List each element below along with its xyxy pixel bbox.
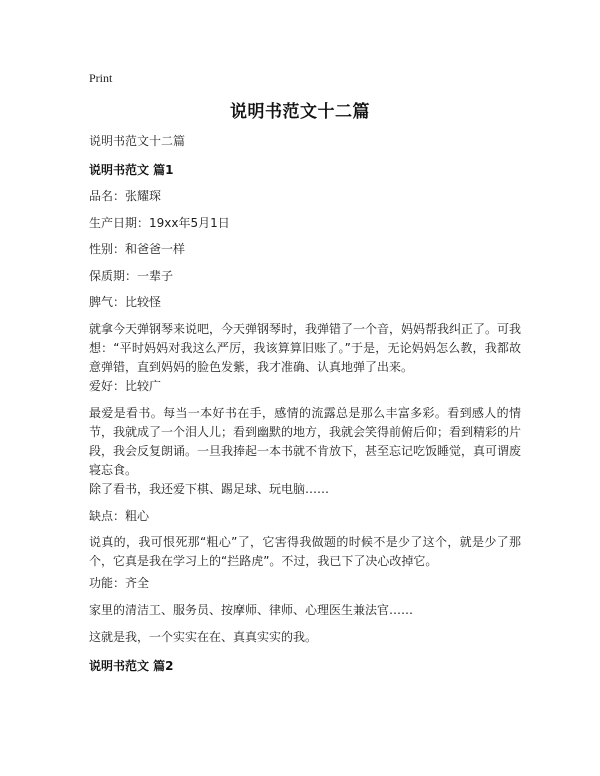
closing-line: 这就是我，一个实实在在、真真实实的我。 <box>89 630 318 644</box>
document-subtitle: 说明书范文十二篇 <box>89 134 186 148</box>
function-list-line: 家里的清洁工、服务员、按摩师、律师、心理医生兼法官…… <box>89 603 414 617</box>
page-title: 说明书范文十二篇 <box>230 102 370 122</box>
temper-line: 脾气：比较怪 <box>89 295 162 309</box>
print-label[interactable]: Print <box>89 71 113 85</box>
function-line: 功能：齐全 <box>89 576 150 590</box>
gender-line: 性别：和爸爸一样 <box>89 242 186 256</box>
product-name-line: 品名：张耀琛 <box>89 189 162 203</box>
flaw-line: 缺点：粗心 <box>89 509 150 523</box>
flaw-paragraph: 说真的，我可恨死那“粗心”了，它害得我做题的时候不是少了这个，就是少了那个，它真是我在学习上的“拦路虎”。不过，我已下了决心改掉它。 <box>89 535 521 568</box>
hobby-line: 爱好：比较广 <box>89 379 162 393</box>
temper-paragraph: 就拿今天弹钢琴来说吧，今天弹钢琴时，我弹错了一个音，妈妈帮我纠正了。可我想：“平时妈妈对我这么严厉，我该算算旧账了。”于是，无论妈妈怎么教，我都故意弹错，直到妈妈的脸色发紫，我才准确、认真地弹了出来。 <box>89 322 522 374</box>
birth-date-line: 生产日期：19xx年5月1日 <box>89 216 230 230</box>
hobby-paragraph: 最爱是看书。每当一本好书在手，感情的流露总是那么丰富多彩。看到感人的情节，我就成了一个泪人儿；看到幽默的地方，我就会笑得前俯后仰；看到精彩的片段，我会反复朗诵。一旦我捧起一本书就不肯放下，甚至忘记吃饭睡觉，真可谓废寝忘食。 <box>89 406 522 477</box>
hobby-more-line: 除了看书，我还爱下棋、踢足球、玩电脑…… <box>89 482 330 496</box>
section-heading-2: 说明书范文 篇2 <box>89 659 174 673</box>
section-heading-1: 说明书范文 篇1 <box>89 163 174 177</box>
shelf-life-line: 保质期：一辈子 <box>89 269 174 283</box>
